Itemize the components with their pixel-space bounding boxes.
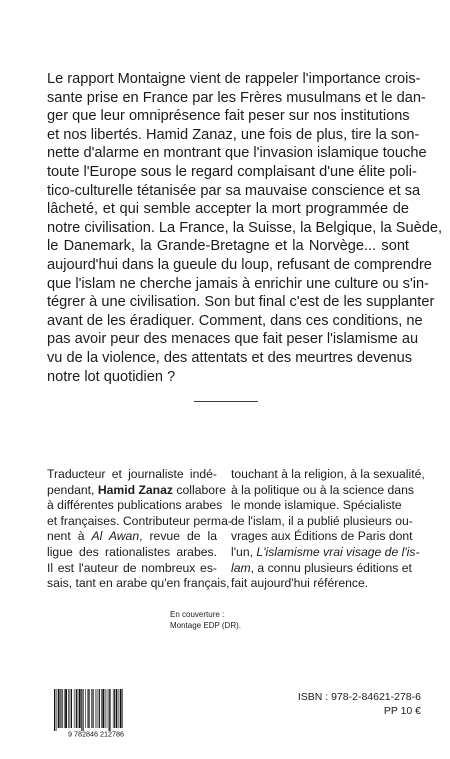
bio-line: touchant à la religion, à la sexualité, — [231, 467, 425, 481]
barcode — [46, 688, 146, 738]
price: PP 10 € — [383, 705, 421, 717]
blurb-line: lâcheté, et qui semble accepter la mort programmée de — [47, 201, 409, 218]
blurb-line: avant de les éradiquer. Comment, dans ces conditions, ne — [47, 312, 423, 329]
barcode-bar — [81, 689, 82, 731]
barcode-bar — [96, 689, 97, 728]
blurb-line: toute l'Europe sous le regard complaisant d'une élite poli- — [47, 163, 417, 180]
back-cover-blurb — [47, 70, 443, 386]
isbn-price-block — [297, 690, 421, 718]
barcode-bar — [109, 689, 110, 731]
author-bio-left-column — [47, 467, 232, 592]
blurb-line: tico-culturelle tétanisée par sa mauvaise conscience et sa — [47, 182, 421, 199]
barcode-bar — [101, 689, 102, 728]
bio-text: pendant, — [47, 482, 98, 497]
barcode-bar — [113, 689, 114, 728]
book-title: L'islamisme vrai visage de l'is- — [256, 544, 420, 559]
blurb-line: que l'islam ne cherche jamais à enrichir une culture ou s'in- — [47, 275, 429, 292]
barcode-bar — [64, 689, 65, 728]
bio-text: collabore — [173, 482, 226, 497]
barcode-bar — [78, 689, 79, 728]
bio-text: , revue de la — [139, 529, 217, 544]
barcode-bar — [87, 689, 88, 728]
blurb-line: le Danemark, la Grande-Bretagne et la Norvège... sont — [47, 238, 409, 255]
barcode-bar — [56, 689, 57, 731]
cover-credit-source: Montage EDP (DR). — [170, 621, 241, 630]
barcode-bar — [54, 689, 55, 731]
journal-name: Al Awan — [91, 529, 140, 544]
cover-credit-label: En couverture : — [170, 610, 225, 619]
barcode-bar — [70, 689, 71, 728]
bio-line: fait aujourd'hui référence. — [231, 576, 369, 591]
blurb-line: sante prise en France par les Frères musulmans et le dan- — [47, 89, 426, 106]
barcode-bar — [118, 689, 119, 728]
barcode-bar — [89, 689, 90, 728]
bio-line — [47, 482, 226, 499]
barcode-bar — [91, 689, 92, 728]
barcode-bar — [61, 689, 62, 728]
author-name: Hamid Zanaz — [97, 482, 174, 497]
bio-line — [231, 560, 412, 577]
barcode-bar — [114, 689, 115, 728]
barcode-bar — [83, 689, 84, 731]
barcode-bar — [120, 689, 122, 728]
barcode-bar — [122, 689, 123, 728]
bio-text: l'un, — [231, 544, 257, 559]
isbn-number: ISBN : 978-2-84621-278-6 — [297, 691, 421, 703]
bio-line: le monde islamique. Spécialiste — [231, 498, 402, 513]
barcode-bar — [99, 689, 100, 728]
bio-line: et françaises. Contributeur perma- — [47, 513, 232, 528]
blurb-line: pas avoir peur des menaces que fait peser l'islamisme au — [47, 331, 419, 348]
barcode-bar — [110, 689, 111, 731]
book-title: lam — [231, 560, 251, 575]
bio-line: sais, tant en arabe qu'en français, — [47, 576, 230, 591]
barcode-bar — [116, 689, 117, 728]
blurb-line: vu de la violence, des attentats et des meurtres devenus — [47, 349, 413, 366]
barcode-bar — [92, 689, 93, 728]
barcode-bar — [71, 689, 72, 728]
blurb-line: aujourd'hui dans la gueule du loup, refusant de comprendre — [47, 256, 432, 273]
barcode-bar — [58, 689, 60, 728]
bio-line: à la politique ou à la science dans — [231, 482, 414, 497]
blurb-line: notre lot quotidien ? — [47, 368, 176, 385]
barcode-bar — [85, 689, 86, 728]
barcode-bar — [107, 689, 108, 728]
cover-credit — [170, 609, 241, 631]
bio-line: de l'islam, il a publié plusieurs ou- — [231, 513, 413, 528]
section-divider — [194, 401, 258, 402]
barcode-bar — [76, 689, 77, 728]
barcode-bar — [79, 689, 81, 728]
blurb-line: nette d'alarme en montrant que l'invasion islamique touche — [47, 145, 427, 162]
bio-line: Il est l'auteur de nombreux es- — [47, 560, 217, 575]
blurb-line: ger que leur omniprésence fait peser sur nos institutions — [47, 108, 410, 125]
barcode-bar — [97, 689, 98, 728]
bio-line: Traducteur et journaliste indé- — [47, 467, 217, 481]
bio-line: ligue des rationalistes arabes. — [47, 544, 217, 559]
barcode-digits: 9 782846 212786 — [68, 729, 124, 738]
barcode-bar — [65, 689, 67, 728]
barcode-bars — [46, 688, 146, 738]
bio-text: , a connu plusieurs éditions et — [250, 560, 412, 575]
barcode-bar — [60, 689, 61, 728]
bio-text: nent à — [47, 529, 92, 544]
bio-line — [231, 544, 420, 561]
bio-line: à différentes publications arabes — [47, 498, 223, 513]
blurb-line: notre civilisation. La France, la Suisse, la Belgique, la Suède, — [47, 219, 443, 236]
blurb-line: et nos libertés. Hamid Zanaz, une fois de plus, tire la son- — [47, 126, 420, 143]
bio-line: vrages aux Éditions de Paris dont — [231, 529, 413, 544]
barcode-bar — [74, 689, 75, 728]
barcode-bar — [102, 689, 104, 728]
barcode-bar — [68, 689, 69, 728]
bio-line — [47, 529, 217, 545]
blurb-line: Le rapport Montaigne vient de rappeler l'importance crois- — [47, 71, 421, 87]
barcode-bar — [105, 689, 106, 728]
author-bio-right-column — [231, 467, 425, 592]
blurb-line: tégrer à une civilisation. Son but final c'est de les supplanter — [47, 294, 435, 311]
